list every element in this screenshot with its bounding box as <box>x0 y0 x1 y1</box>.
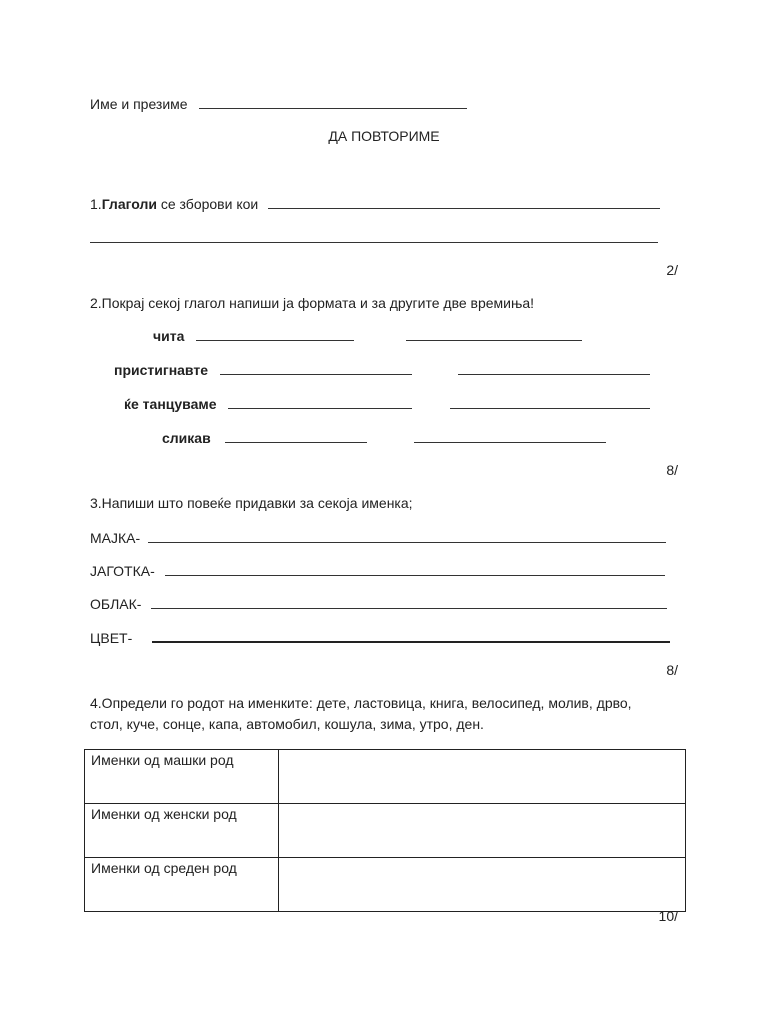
task1-blank-2[interactable] <box>90 230 658 243</box>
noun-row-2 <box>90 562 665 580</box>
task1-keyword: Глаголи <box>101 196 157 212</box>
task1-text: се зборови кои <box>160 196 259 212</box>
verb-blank-1a[interactable] <box>196 328 354 341</box>
verb-row-4 <box>162 429 606 447</box>
task4-score: 10/ <box>658 908 678 924</box>
task1-score: 2/ <box>666 262 678 278</box>
verb-blank-4b[interactable] <box>414 430 606 443</box>
name-label: Име и презиме <box>90 96 188 112</box>
verb-label-2: пристигнавте <box>114 362 209 378</box>
verb-label-4: сликав <box>162 430 211 446</box>
verb-label-1: чита <box>153 328 185 344</box>
noun-row-4 <box>90 629 670 647</box>
row-label-masculine: Именки од машки род <box>85 750 279 804</box>
table-row <box>85 858 686 912</box>
page-title: ДА ПОВТОРИМЕ <box>328 128 440 144</box>
task1-number: 1. <box>90 196 102 212</box>
noun-label-3: ОБЛАК- <box>90 596 142 612</box>
verb-row-3 <box>124 395 650 413</box>
row-label-neuter: Именки од среден род <box>85 858 279 912</box>
task3-instruction: 3.Напиши што повеќе придавки за секоја именка; <box>90 495 413 511</box>
verb-label-3: ќе танцуваме <box>124 396 217 412</box>
name-blank[interactable] <box>199 96 467 109</box>
task1-line-2 <box>90 229 658 247</box>
name-line <box>90 95 467 113</box>
task4-instruction-1: 4.Определи го родот на именките: дете, ластовица, книга, велосипед, молив, дрво, <box>90 695 632 711</box>
noun-label-2: ЈАГОТКА- <box>90 563 155 579</box>
row-label-feminine: Именки од женски род <box>85 804 279 858</box>
answer-cell-neuter[interactable] <box>279 858 686 912</box>
task2-instruction: 2.Покрај секој глагол напиши ја формата и за другите две времиња! <box>90 295 535 311</box>
verb-row-1 <box>153 327 582 345</box>
task2-score: 8/ <box>666 462 678 478</box>
verb-row-2 <box>114 361 650 379</box>
noun-blank-3[interactable] <box>151 596 667 609</box>
noun-label-1: МАЈКА- <box>90 530 141 546</box>
verb-blank-2b[interactable] <box>458 362 650 375</box>
noun-blank-1[interactable] <box>148 530 666 543</box>
verb-blank-2a[interactable] <box>220 362 412 375</box>
verb-blank-3a[interactable] <box>228 396 412 409</box>
task1-line <box>90 195 660 213</box>
noun-label-4: ЦВЕТ- <box>90 630 133 646</box>
table-row <box>85 804 686 858</box>
noun-blank-2[interactable] <box>165 563 665 576</box>
gender-table <box>84 749 686 912</box>
task1-blank-1[interactable] <box>268 196 660 209</box>
verb-blank-1b[interactable] <box>406 328 582 341</box>
verb-blank-4a[interactable] <box>225 430 367 443</box>
verb-blank-3b[interactable] <box>450 396 650 409</box>
task3-score: 8/ <box>666 662 678 678</box>
noun-row-1 <box>90 529 666 547</box>
answer-cell-masculine[interactable] <box>279 750 686 804</box>
answer-cell-feminine[interactable] <box>279 804 686 858</box>
noun-blank-4[interactable] <box>152 629 670 643</box>
table-row <box>85 750 686 804</box>
task4-instruction-2: стол, куче, сонце, капа, автомобил, кошула, зима, утро, ден. <box>90 716 484 732</box>
noun-row-3 <box>90 595 667 613</box>
